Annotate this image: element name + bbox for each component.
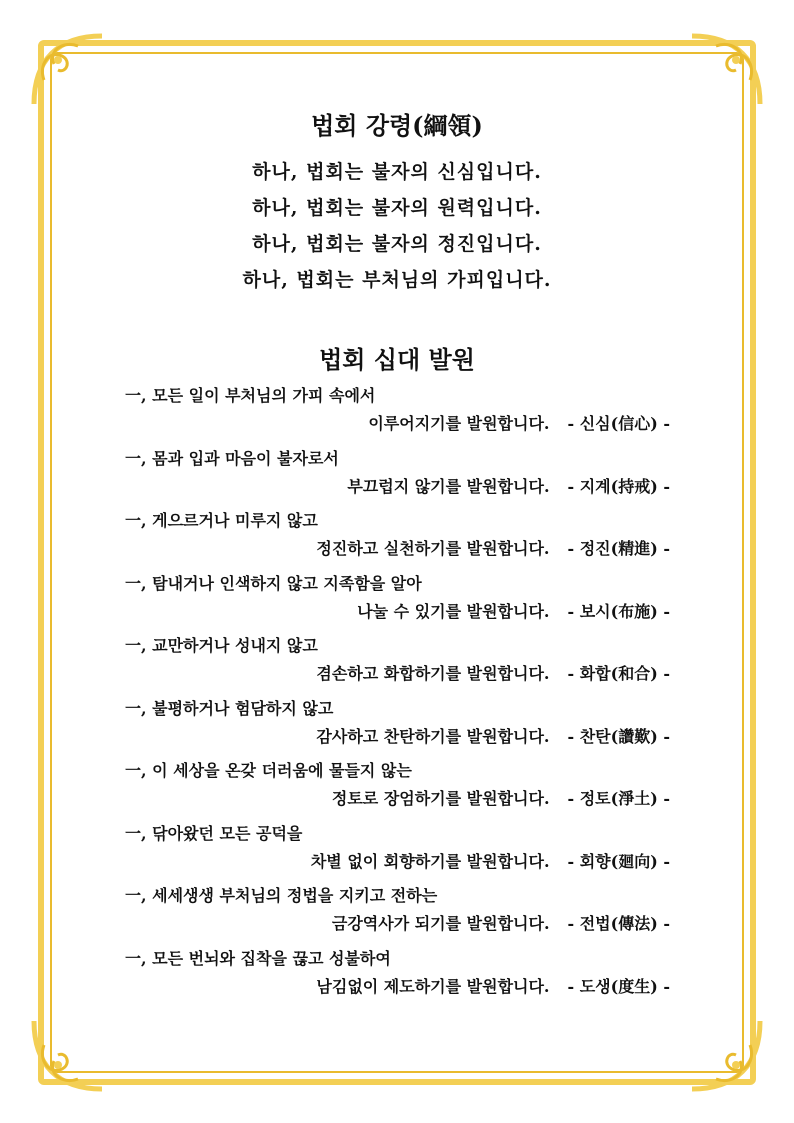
creed-list bbox=[0, 154, 794, 298]
creed-line: 하나, 법회는 불자의 정진입니다. bbox=[252, 233, 542, 255]
vow-text: 정토로 장엄하기를 발원합니다. bbox=[331, 789, 550, 808]
vow-tag: - 보시(布施) - bbox=[567, 601, 670, 621]
vow-text: 이루어지기를 발원합니다. bbox=[368, 414, 550, 433]
vow-line2 bbox=[125, 973, 670, 1001]
vow-line1: 一, 불평하거나 험담하지 않고 bbox=[125, 698, 334, 718]
vow-tag: - 정토(淨土) - bbox=[567, 789, 670, 808]
vow-item bbox=[125, 820, 670, 883]
creed-line: 하나, 법회는 불자의 신심입니다. bbox=[252, 161, 542, 183]
corner-ornament-bottom-left bbox=[28, 1015, 108, 1095]
vow-line1: 一, 몸과 입과 마음이 불자로서 bbox=[125, 448, 339, 468]
vow-line2 bbox=[125, 785, 670, 813]
vow-line1: 一, 세세생생 부처님의 정법을 지키고 전하는 bbox=[125, 886, 438, 905]
vow-line1: 一, 모든 번뇌와 집착을 끊고 성불하여 bbox=[125, 948, 391, 968]
vow-text: 금강역사가 되기를 발원합니다. bbox=[331, 914, 550, 933]
vow-text: 남김없이 제도하기를 발원합니다. bbox=[316, 976, 550, 996]
creed-line: 하나, 법회는 부처님의 가피입니다. bbox=[242, 269, 552, 291]
vow-item bbox=[125, 570, 670, 633]
vow-item bbox=[125, 632, 670, 695]
vow-tag: - 전법(傳法) - bbox=[567, 914, 670, 933]
section-title-vows: 법회 십대 발원 bbox=[319, 345, 475, 374]
corner-ornament-top-left bbox=[28, 30, 108, 110]
vow-line1: 一, 이 세상을 온갖 더러움에 물들지 않는 bbox=[125, 761, 412, 780]
vow-text: 부끄럽지 않기를 발원합니다. bbox=[347, 476, 550, 496]
vow-item bbox=[125, 945, 670, 1008]
vow-line2 bbox=[125, 473, 670, 501]
vow-tag: - 찬탄(讚歎) - bbox=[567, 726, 670, 746]
vow-line2 bbox=[125, 910, 670, 938]
vow-text: 겸손하고 화합하기를 발원합니다. bbox=[316, 664, 550, 683]
vow-text: 감사하고 찬탄하기를 발원합니다. bbox=[316, 726, 550, 746]
vow-line2 bbox=[125, 598, 670, 626]
creed-line: 하나, 법회는 불자의 원력입니다. bbox=[252, 197, 542, 219]
vow-line1: 一, 게으르거나 미루지 않고 bbox=[125, 511, 318, 530]
vow-item bbox=[125, 382, 670, 445]
vow-tag: - 회향(廻向) - bbox=[567, 851, 670, 871]
section-title-creed: 법회 강령(綱領) bbox=[311, 111, 483, 140]
vow-text: 나눌 수 있기를 발원합니다. bbox=[357, 601, 550, 621]
vow-tag: - 지계(持戒) - bbox=[567, 476, 670, 496]
vow-item bbox=[125, 695, 670, 758]
vow-tag: - 도생(度生) - bbox=[567, 976, 670, 996]
vow-item bbox=[125, 757, 670, 820]
vow-line1: 一, 교만하거나 성내지 않고 bbox=[125, 636, 318, 655]
vow-line1: 一, 닦아왔던 모든 공덕을 bbox=[125, 823, 303, 843]
vow-tag: - 신심(信心) - bbox=[567, 414, 670, 433]
vow-line2 bbox=[125, 410, 670, 438]
vow-line1: 一, 탐내거나 인색하지 않고 지족함을 알아 bbox=[125, 573, 422, 593]
vow-line2 bbox=[125, 660, 670, 688]
vow-text: 차별 없이 회향하기를 발원합니다. bbox=[310, 851, 550, 871]
vow-text: 정진하고 실천하기를 발원합니다. bbox=[316, 539, 550, 558]
vow-item bbox=[125, 445, 670, 508]
vow-list bbox=[125, 382, 670, 1007]
vow-item bbox=[125, 507, 670, 570]
vow-line2 bbox=[125, 723, 670, 751]
vow-line1: 一, 모든 일이 부처님의 가피 속에서 bbox=[125, 386, 376, 405]
corner-ornament-bottom-right bbox=[686, 1015, 766, 1095]
vow-tag: - 정진(精進) - bbox=[567, 539, 670, 558]
vow-line2 bbox=[125, 848, 670, 876]
corner-ornament-top-right bbox=[686, 30, 766, 110]
vow-tag: - 화합(和合) - bbox=[567, 664, 670, 683]
vow-line2 bbox=[125, 535, 670, 563]
vow-item bbox=[125, 882, 670, 945]
